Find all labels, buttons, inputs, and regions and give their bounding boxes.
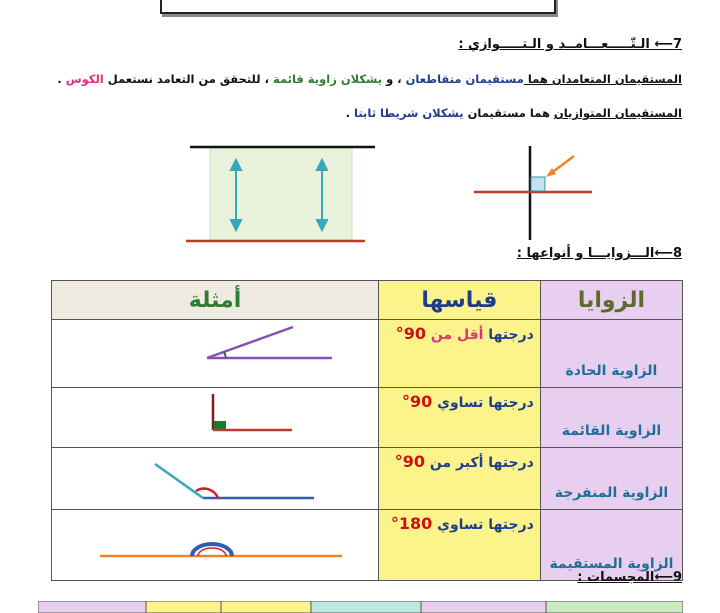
- section-8-title: 8⟵الـــزوايـــا و أنواعها :: [516, 246, 682, 261]
- title-box: [160, 0, 556, 14]
- solids-table-header: [38, 601, 683, 613]
- parallel-end: .: [345, 106, 355, 120]
- perpendicular-lines-figure: [470, 142, 600, 242]
- right-angle-icon: [52, 388, 378, 443]
- name-right: الزاوية القائمة: [561, 423, 662, 439]
- table-row: [52, 388, 683, 448]
- table-header-row: [52, 281, 683, 320]
- section-7-title: 7⟵ الـتّـــــعـــامــد و الـتـــــوازي :: [458, 37, 682, 52]
- example-right: [52, 388, 379, 448]
- example-straight: [52, 510, 379, 581]
- parallel-term: المستقيمان المتوازيان: [553, 106, 682, 120]
- parallel-definition: [346, 106, 682, 120]
- name-acute: الزاوية الحادة: [565, 363, 658, 379]
- example-obtuse: [52, 448, 379, 510]
- header-measure: قياسها: [379, 281, 541, 320]
- name-straight: الزاوية المستقيمة: [549, 556, 674, 572]
- angles-table: [51, 280, 683, 581]
- perp-check: ، للتحقق من التعامد نستعمل: [103, 72, 273, 86]
- example-acute: [52, 320, 379, 388]
- table-row: [52, 448, 683, 510]
- measure-right: درجتها تساوي 90°: [402, 392, 534, 411]
- straight-angle-icon: [52, 510, 378, 576]
- parallel-lines-figure: [180, 140, 380, 248]
- acute-angle-icon: [52, 320, 378, 383]
- section-9-title: 9⟵المجسمات :: [577, 570, 682, 585]
- header-examples: أمثلة: [52, 281, 379, 320]
- header-angles: الزوايا: [540, 281, 682, 320]
- parallel-mid: هما مستقيمان: [463, 106, 554, 120]
- measure-obtuse: درجتها أكبر من 90°: [394, 452, 534, 471]
- right-angle-marker: [531, 177, 545, 191]
- table-row: [52, 320, 683, 388]
- perp-term: المستقيمان المتعامدان هما: [523, 72, 682, 86]
- parallel-strip: يشكلان شريطا ثابتا: [354, 106, 464, 120]
- measure-straight: درجتها تساوي 180°: [390, 514, 534, 533]
- perp-end: .: [57, 72, 66, 86]
- perp-set-square: الكوس: [65, 72, 104, 86]
- perp-right-angle: يشكلان زاوية قائمة: [272, 72, 383, 86]
- perp-intersecting: مستقيمان متقاطعان: [405, 72, 524, 86]
- perpendicular-definition: [57, 72, 682, 86]
- obtuse-angle-icon: [52, 448, 378, 505]
- perp-sep: ، و: [382, 72, 406, 86]
- name-obtuse: الزاوية المنفرجة: [554, 485, 669, 501]
- measure-acute: درجتها أقل من 90°: [395, 324, 534, 343]
